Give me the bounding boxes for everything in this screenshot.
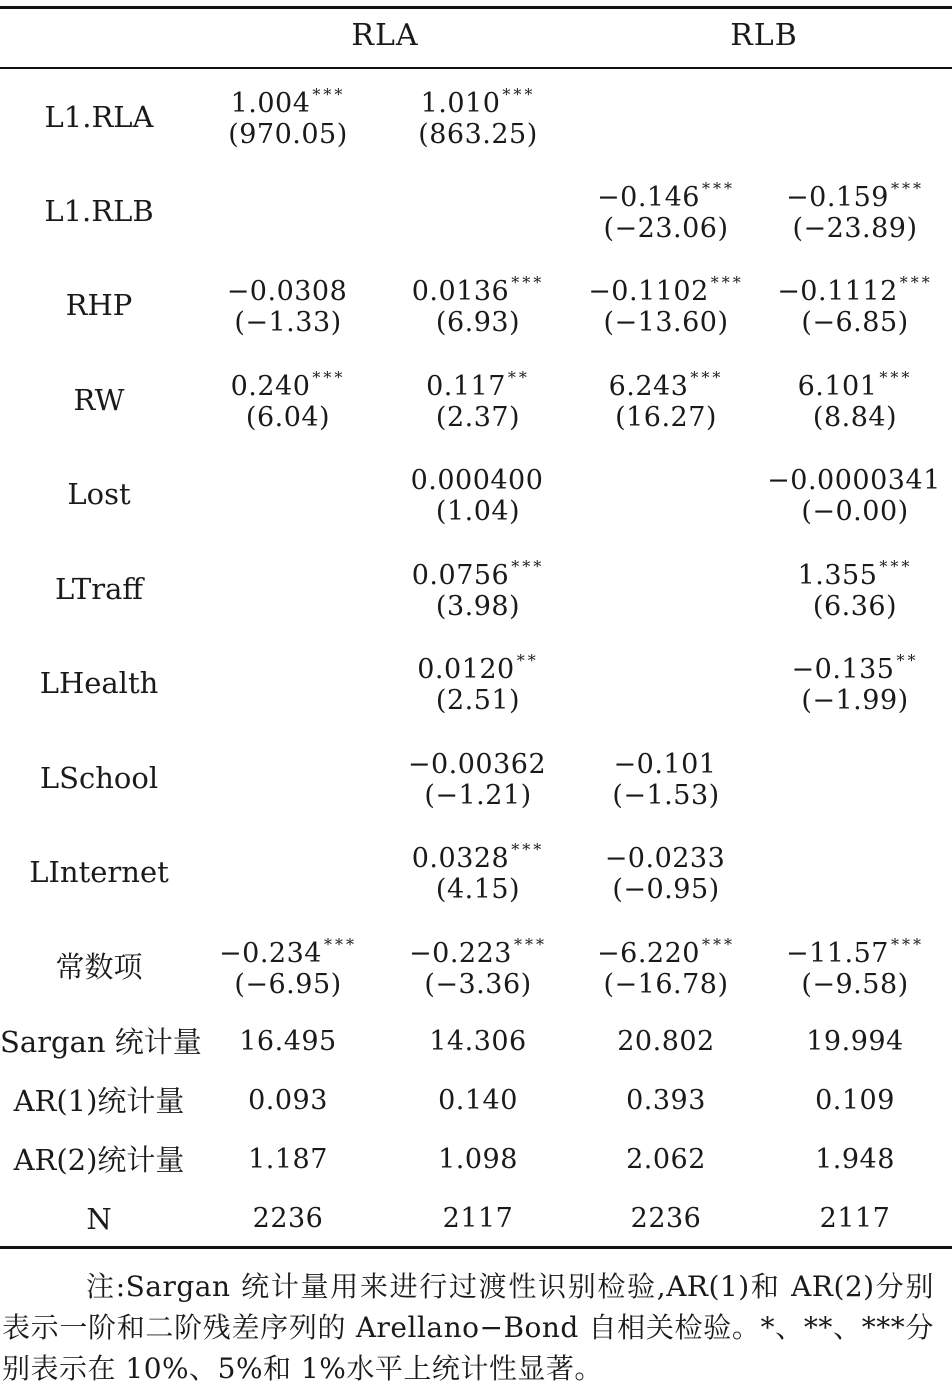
t-statistic: (16.27)	[615, 402, 717, 433]
significance-stars: ***	[502, 85, 536, 104]
significance-stars: ***	[710, 273, 744, 292]
table-row-lost	[0, 452, 952, 546]
table-cell: 1.187	[248, 1144, 328, 1175]
table-cell	[568, 736, 764, 816]
t-statistic: (−9.58)	[801, 969, 909, 1000]
t-statistic: (−1.21)	[424, 780, 532, 811]
table-cell: 2236	[630, 1203, 702, 1234]
row-label: LHealth	[39, 666, 159, 700]
coefficient: 0.0136 ***	[411, 273, 545, 307]
significance-stars: **	[896, 651, 919, 670]
t-statistic: (−16.78)	[603, 969, 729, 1000]
table-cell	[380, 830, 576, 910]
table-cell	[380, 452, 576, 532]
row-label: LSchool	[39, 761, 159, 795]
table-cell	[380, 736, 576, 816]
table-cell: 2.062	[626, 1144, 706, 1175]
table-bottom-rule	[0, 1246, 952, 1249]
t-statistic: (6.36)	[812, 591, 898, 622]
table-cell	[568, 358, 764, 438]
coefficient: −0.101	[613, 749, 717, 780]
table-cell	[190, 925, 386, 1005]
table-cell	[568, 925, 764, 1005]
table-cell	[568, 830, 764, 910]
table-cell	[568, 169, 764, 249]
significance-stars: ***	[690, 368, 724, 387]
table-cell	[758, 358, 952, 438]
row-label: N	[86, 1202, 112, 1236]
t-statistic: (−13.60)	[603, 307, 729, 338]
coefficient: 0.0120 **	[417, 651, 539, 685]
table-row-n	[0, 1190, 952, 1248]
coefficient: 0.240 ***	[230, 368, 346, 402]
table-row-ltraff	[0, 547, 952, 641]
coefficient: −0.1112 ***	[777, 273, 933, 307]
coefficient: 6.243 ***	[608, 368, 724, 402]
significance-stars: ***	[312, 85, 346, 104]
t-statistic: (1.04)	[435, 496, 521, 527]
coefficient: −0.0000341	[767, 465, 941, 496]
significance-stars: ***	[511, 273, 545, 292]
coefficient: −0.135 **	[791, 651, 919, 685]
coefficient: −6.220 ***	[597, 935, 735, 969]
coefficient: 1.010 ***	[420, 85, 536, 119]
coefficient: −0.146 ***	[597, 179, 735, 213]
significance-stars: ***	[701, 179, 735, 198]
table-cell: 16.495	[239, 1026, 337, 1057]
t-statistic: (−1.33)	[234, 307, 342, 338]
table-row-rw	[0, 358, 952, 452]
row-label: L1.RLA	[44, 100, 154, 134]
t-statistic: (6.04)	[245, 402, 331, 433]
table-cell	[190, 75, 386, 155]
table-cell	[380, 547, 576, 627]
column-group-header-rlb: RLB	[730, 18, 798, 53]
t-statistic: (8.84)	[812, 402, 898, 433]
table-cell: 0.393	[626, 1085, 706, 1116]
table-cell: 0.140	[438, 1085, 518, 1116]
table-cell	[190, 358, 386, 438]
table-row-l1rlb	[0, 169, 952, 263]
table-row-ar1	[0, 1072, 952, 1130]
table-cell	[758, 547, 952, 627]
t-statistic: (−3.36)	[424, 969, 532, 1000]
coefficient: −0.1102 ***	[588, 273, 744, 307]
column-group-header-rla: RLA	[351, 18, 419, 53]
table-cell	[380, 75, 576, 155]
significance-stars: ***	[511, 557, 545, 576]
coefficient: −0.234 ***	[219, 935, 357, 969]
significance-stars: ***	[890, 935, 924, 954]
row-label: AR(2)统计量	[13, 1143, 185, 1177]
coefficient: 0.000400	[410, 465, 544, 496]
table-cell	[380, 925, 576, 1005]
t-statistic: (4.15)	[435, 874, 521, 905]
significance-stars: ***	[312, 368, 346, 387]
table-cell: 20.802	[617, 1026, 715, 1057]
table-cell	[380, 641, 576, 721]
t-statistic: (−1.99)	[801, 685, 909, 716]
coefficient: 0.0328 ***	[411, 840, 545, 874]
row-label: RHP	[65, 288, 133, 322]
significance-stars: ***	[890, 179, 924, 198]
coefficient: 0.0756 ***	[411, 557, 545, 591]
t-statistic: (863.25)	[418, 119, 538, 150]
table-row-lschool	[0, 736, 952, 830]
coefficient: −0.159 ***	[786, 179, 924, 213]
coefficient: 1.355 ***	[797, 557, 913, 591]
t-statistic: (−0.00)	[801, 496, 909, 527]
coefficient: 6.101 ***	[797, 368, 913, 402]
t-statistic: (−6.85)	[801, 307, 909, 338]
table-cell: 1.948	[815, 1144, 895, 1175]
table-cell	[190, 263, 386, 343]
table-cell	[758, 263, 952, 343]
t-statistic: (−6.95)	[234, 969, 342, 1000]
coefficient: −0.0308	[226, 276, 348, 307]
significance-stars: ***	[323, 935, 357, 954]
table-row-rhp	[0, 263, 952, 357]
table-cell: 19.994	[806, 1026, 904, 1057]
coefficient: 1.004 ***	[230, 85, 346, 119]
significance-stars: **	[516, 651, 539, 670]
table-row-l1rla	[0, 75, 952, 169]
coefficient: −0.00362	[407, 749, 547, 780]
table-cell: 1.098	[438, 1144, 518, 1175]
t-statistic: (2.37)	[435, 402, 521, 433]
significance-stars: ***	[879, 368, 913, 387]
table-top-rule	[0, 6, 952, 9]
t-statistic: (−23.89)	[792, 213, 918, 244]
row-label: L1.RLB	[44, 194, 154, 228]
row-label: Sargan 统计量	[0, 1025, 202, 1059]
row-label: Lost	[67, 477, 131, 511]
header-rule	[0, 67, 952, 69]
table-cell	[380, 263, 576, 343]
row-label: LInternet	[29, 855, 169, 889]
table-cell	[758, 452, 952, 532]
significance-stars: **	[507, 368, 530, 387]
t-statistic: (−23.06)	[603, 213, 729, 244]
table-row-constant	[0, 925, 952, 1019]
significance-stars: ***	[511, 840, 545, 859]
t-statistic: (2.51)	[435, 685, 521, 716]
table-cell: 2236	[252, 1203, 324, 1234]
table-row-lhealth	[0, 641, 952, 735]
significance-stars: ***	[879, 557, 913, 576]
coefficient: −11.57 ***	[786, 935, 924, 969]
table-cell: 0.109	[815, 1085, 895, 1116]
table-cell: 2117	[819, 1203, 891, 1234]
table-cell	[758, 169, 952, 249]
coefficient: −0.0233	[604, 843, 726, 874]
t-statistic: (−0.95)	[612, 874, 720, 905]
table-footnote: 注:Sargan 统计量用来进行过渡性识别检验,AR(1)和 AR(2)分别表示一阶和二阶残差序列的 Arellano−Bond 自相关检验。*、**、***分别表示在 10%、5%和 1%水平上统计性显著。	[2, 1270, 934, 1385]
table-cell	[758, 641, 952, 721]
significance-stars: ***	[899, 273, 933, 292]
table-row-linternet	[0, 830, 952, 924]
t-statistic: (6.93)	[435, 307, 521, 338]
table-cell	[758, 925, 952, 1005]
row-label: 常数项	[55, 950, 143, 984]
t-statistic: (−1.53)	[612, 780, 720, 811]
significance-stars: ***	[701, 935, 735, 954]
significance-stars: ***	[513, 935, 547, 954]
row-label: AR(1)统计量	[13, 1084, 185, 1118]
coefficient: −0.223 ***	[409, 935, 547, 969]
t-statistic: (3.98)	[435, 591, 521, 622]
table-row-sargan	[0, 1013, 952, 1071]
row-label: LTraff	[55, 572, 143, 606]
t-statistic: (970.05)	[228, 119, 348, 150]
table-cell: 14.306	[429, 1026, 527, 1057]
table-cell: 0.093	[248, 1085, 328, 1116]
table-cell	[380, 358, 576, 438]
coefficient: 0.117 **	[426, 368, 530, 402]
table-row-ar2	[0, 1131, 952, 1189]
row-label: RW	[73, 383, 125, 417]
table-cell: 2117	[442, 1203, 514, 1234]
table-cell	[568, 263, 764, 343]
